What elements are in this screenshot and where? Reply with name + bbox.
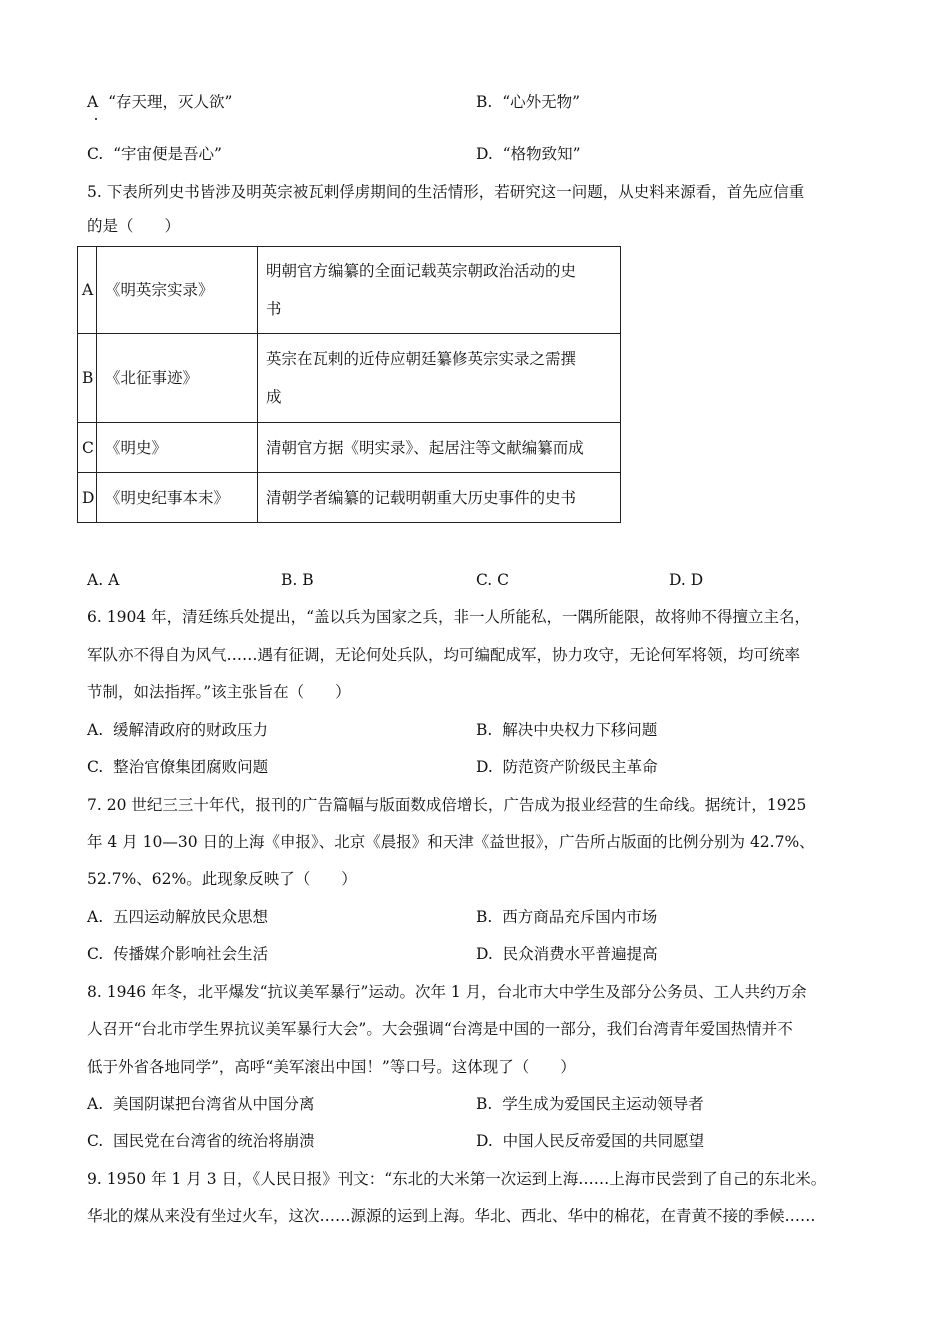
option-a [87,570,119,590]
option-a [87,1094,315,1114]
option-text: 缓解清政府的财政压力 [112,721,268,739]
option-c [476,570,509,590]
option-key: B. [281,571,298,589]
option-key: B. [476,908,493,926]
option-text: B [302,571,314,589]
desc-line: 明朝官方编纂的全面记载英宗朝政治活动的史 [266,262,577,280]
option-text: 学生成为爱国民主运动领导者 [502,1095,704,1113]
question-9-stem-line1: 9. 1950 年 1 月 3 日，《人民日报》刊文：“东北的大米第一次运到上海……上海市民尝到了自己的东北米。 [87,1170,827,1188]
question-7-stem-line1: 7. 20 世纪三三十年代，报刊的广告篇幅与版面数成倍增长，广告成为报业经营的生命线。据统计，1925 [87,796,807,814]
option-key: B. [476,721,493,739]
option-text: 美国阴谋把台湾省从中国分离 [112,1095,315,1113]
option-b [476,1094,704,1114]
option-text: D [690,571,704,589]
option-key: C. [87,758,104,776]
table-cell-book: 《明英宗实录》 [97,247,258,334]
option-text: 国民党在台湾省的统治将崩溃 [113,1132,315,1150]
option-d [669,570,703,590]
table-cell-key: D [78,473,97,523]
option-text: “心外无物” [502,93,581,111]
option-key: A. [87,1095,104,1113]
table-cell-key: C [78,423,97,473]
question-5-stem-line2: 的是（ ） [87,217,181,235]
question-6-stem-line1: 6. 1904 年，清廷练兵处提出，“盖以兵为国家之兵，非一人所能私，一隅所能限，故将帅不得擅立主名， [87,608,811,626]
option-key: C. [87,145,104,163]
option-key: C. [476,571,493,589]
question-7-stem-line3: 52.7%、62%。此现象反映了（ ） [87,870,357,888]
option-d [476,944,658,964]
option-text: 解决中央权力下移问题 [502,721,658,739]
option-key: D. [476,945,493,963]
option-c [87,144,222,164]
option-key: B. [476,1095,493,1113]
option-d [476,144,581,164]
option-text: 中国人民反帝爱国的共同愿望 [502,1132,705,1150]
table-cell-book: 《北征事迹》 [97,334,258,423]
table-cell-key: B [78,334,97,423]
option-text: 传播媒介影响社会生活 [113,945,269,963]
option-key: D. [476,145,493,163]
option-key: D. [476,1132,493,1150]
table-row [78,473,621,523]
option-a [87,907,268,927]
table-row [78,247,621,334]
option-b [476,720,657,740]
table-row [78,423,621,473]
option-text: 民众消费水平普遍提高 [502,945,658,963]
option-b [281,570,314,590]
option-key: C. [87,945,104,963]
option-d [476,1131,704,1151]
question-5-stem-line1: 5. 下表所列史书皆涉及明英宗被瓦剌俘虏期间的生活情形，若研究这一问题，从史料来源看，首先应信重 [87,183,805,201]
desc-line: 英宗在瓦剌的近侍应朝廷纂修英宗实录之需撰 [266,350,577,368]
question-8-stem-line2: 人召开“台北市学生界抗议美军暴行大会”。大会强调“台湾是中国的一部分，我们台湾青年爱国热情并不 [87,1020,793,1038]
table-cell-key: A [78,247,97,334]
source-table [77,246,621,523]
option-text: 西方商品充斥国内市场 [502,908,658,926]
question-7-stem-line2: 年 4 月 10—30 日的上海《申报》、北京《晨报》和天津《益世报》，广告所占版面的比例分别为 42.7%、 [87,833,815,851]
desc-line: 成 [266,388,282,406]
table-cell-book: 《明史纪事本末》 [97,473,258,523]
option-key: C. [87,1132,104,1150]
question-6-stem-line3: 节制，如法指挥。”该主张旨在（ ） [87,683,351,701]
option-b [476,92,580,112]
option-c [87,944,268,964]
option-key: A. [87,571,104,589]
desc-line: 书 [266,300,282,318]
option-text: 五四运动解放民众思想 [112,908,268,926]
option-a [87,720,268,740]
option-key: D. [476,758,493,776]
table-cell-desc [258,247,621,334]
question-9-stem-line2: 华北的煤从来没有坐过火车，这次……源源的运到上海。华北、西北、华中的棉花，在青黄不接的季候…… [87,1207,816,1225]
option-b [476,907,657,927]
option-text: “存天理，灭人欲” [108,93,233,111]
option-d [476,757,658,777]
table-cell-desc: 清朝官方据《明实录》、起居注等文献编纂而成 [258,423,621,473]
option-text: C [497,571,510,589]
option-text: “宇宙便是吾心” [113,145,222,163]
option-key: D. [669,571,686,589]
option-c [87,757,268,777]
option-key: A. [87,908,104,926]
question-8-stem-line3: 低于外省各地同学”，高呼“美军滚出中国！”等口号。这体现了（ ） [87,1058,576,1076]
option-text: 防范资产阶级民主革命 [502,758,658,776]
option-key: B. [476,93,493,111]
table-row [78,334,621,423]
option-text: A [108,571,120,589]
option-key: A. [87,721,104,739]
option-a [87,92,232,112]
dot-mark [95,118,97,120]
question-6-stem-line2: 军队亦不得自为风气……遇有征调，无论何处兵队，均可编配成军，协力攻守，无论何军将领，均可统率 [87,646,801,664]
question-8-stem-line1: 8. 1946 年冬，北平爆发“抗议美军暴行”运动。次年 1 月，台北市大中学生及部分公务员、工人共约万余 [87,983,807,1001]
table-cell-desc [258,334,621,423]
option-c [87,1131,315,1151]
option-key: A [87,93,99,111]
table-cell-desc: 清朝学者编纂的记载明朝重大历史事件的史书 [258,473,621,523]
table-cell-book: 《明史》 [97,423,258,473]
option-text: 整治官僚集团腐败问题 [113,758,269,776]
option-text: “格物致知” [502,145,581,163]
